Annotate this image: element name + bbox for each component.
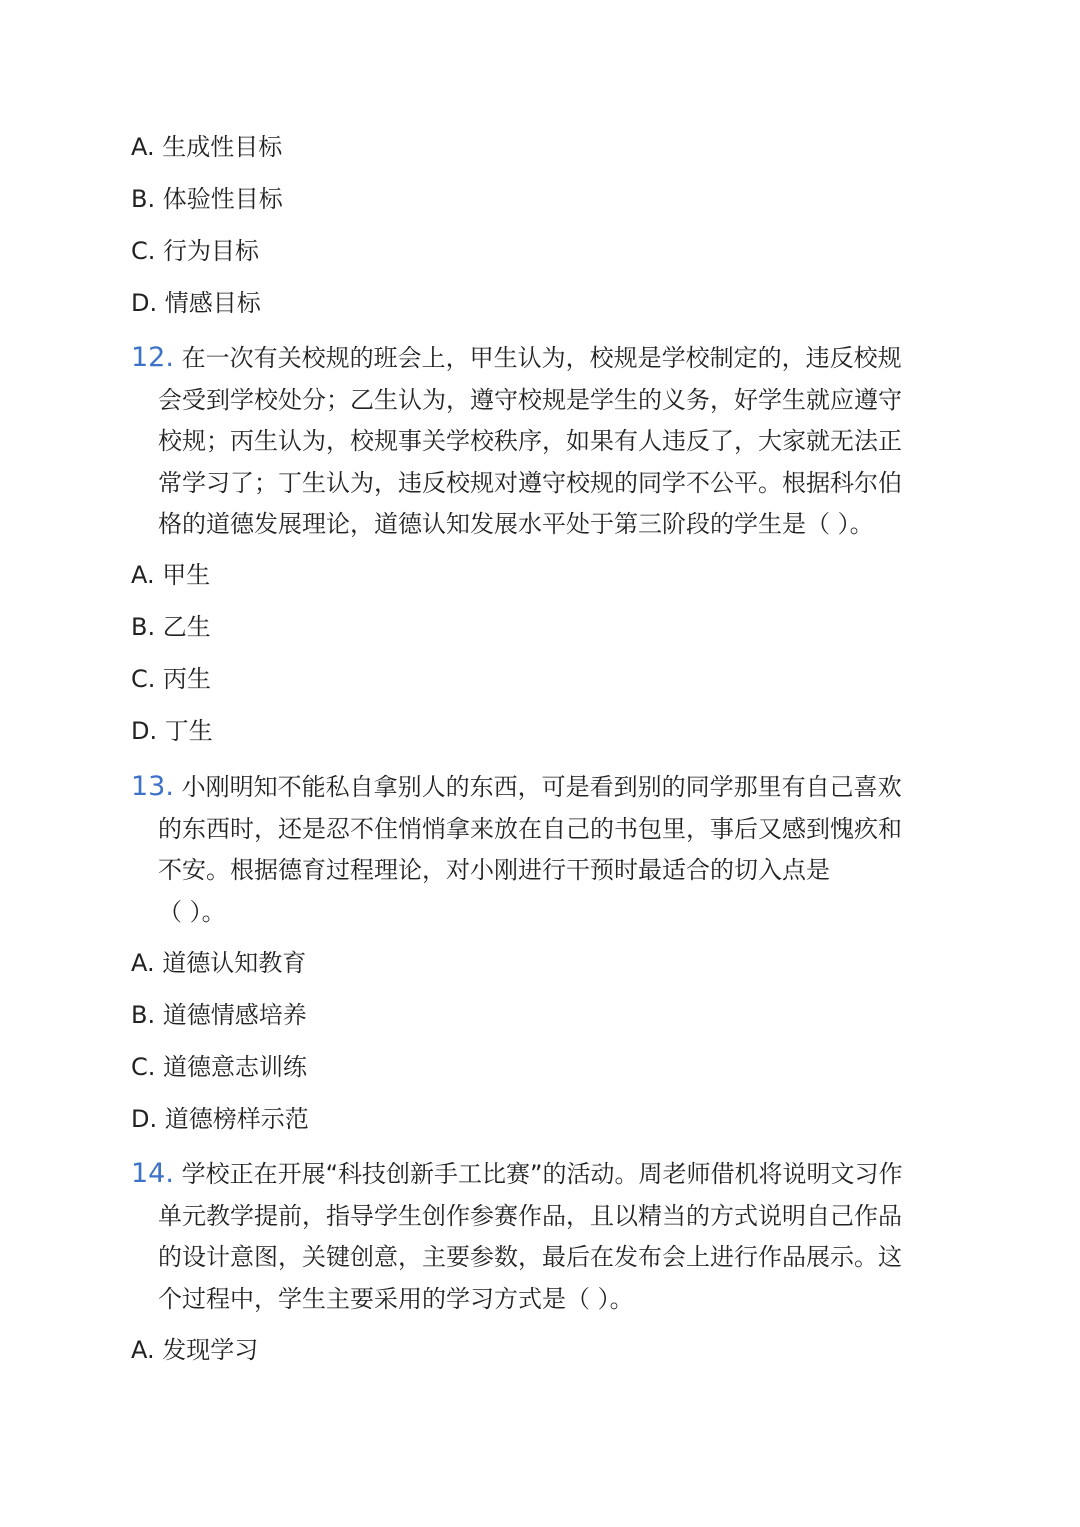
question-14-line-3: 的设计意图，关键创意，主要参数，最后在发布会上进行作品展示。这 <box>158 1243 902 1271</box>
q12-option-d: D. 丁生 <box>131 717 213 745</box>
q12-option-b: B. 乙生 <box>131 613 211 641</box>
question-12-line-3: 校规；丙生认为，校规事关学校秩序，如果有人违反了，大家就无法正 <box>158 427 902 455</box>
question-12 <box>131 337 961 546</box>
q11-option-c: C. 行为目标 <box>131 237 260 265</box>
question-14-line-1 <box>131 1153 961 1196</box>
q11-option-d: D. 情感目标 <box>131 289 261 317</box>
q12-option-a: A. 甲生 <box>131 561 211 589</box>
question-12-text-1: 在一次有关校规的班会上，甲生认为，校规是学校制定的，违反校规 <box>181 344 902 372</box>
question-12-line-2: 会受到学校处分；乙生认为，遵守校规是学生的义务，好学生就应遵守 <box>158 385 902 414</box>
q12-option-c: C. 丙生 <box>131 665 212 693</box>
question-14-line-2: 单元教学提前，指导学生创作参赛作品，且以精当的方式说明自己作品 <box>158 1201 902 1230</box>
question-14-text-1: 学校正在开展“科技创新手工比赛”的活动。周老师借机将说明文习作 <box>181 1160 903 1188</box>
question-13-number: 13. <box>131 771 174 802</box>
q11-option-b: B. 体验性目标 <box>131 185 283 213</box>
q13-option-d: D. 道德榜样示范 <box>131 1105 309 1133</box>
question-12-line-4: 常学习了；丁生认为，违反校规对遵守校规的同学不公平。根据科尔伯 <box>158 468 902 497</box>
question-12-number: 12. <box>131 342 174 373</box>
q13-option-b: B. 道德情感培养 <box>131 1001 307 1029</box>
question-13-line-4: （ ）。 <box>158 897 226 926</box>
question-13-line-1 <box>131 766 961 809</box>
q13-option-c: C. 道德意志训练 <box>131 1053 308 1081</box>
question-12-line-1 <box>131 337 961 380</box>
question-14 <box>131 1153 961 1320</box>
question-14-line-4: 个过程中，学生主要采用的学习方式是（ ）。 <box>158 1284 634 1313</box>
question-13-text-1: 小刚明知不能私自拿别人的东西，可是看到别的同学那里有自己喜欢 <box>181 773 902 801</box>
question-13 <box>131 766 961 933</box>
q11-option-a: A. 生成性目标 <box>131 133 283 161</box>
q14-option-a: A. 发现学习 <box>131 1336 259 1364</box>
question-13-line-2: 的东西时，还是忍不住悄悄拿来放在自己的书包里，事后又感到愧疚和 <box>158 814 902 843</box>
q13-option-a: A. 道德认知教育 <box>131 949 307 977</box>
question-13-line-3: 不安。根据德育过程理论，对小刚进行干预时最适合的切入点是 <box>158 856 830 884</box>
question-12-line-5: 格的道德发展理论，道德认知发展水平处于第三阶段的学生是（ ）。 <box>158 510 874 538</box>
question-14-number: 14. <box>131 1158 174 1189</box>
